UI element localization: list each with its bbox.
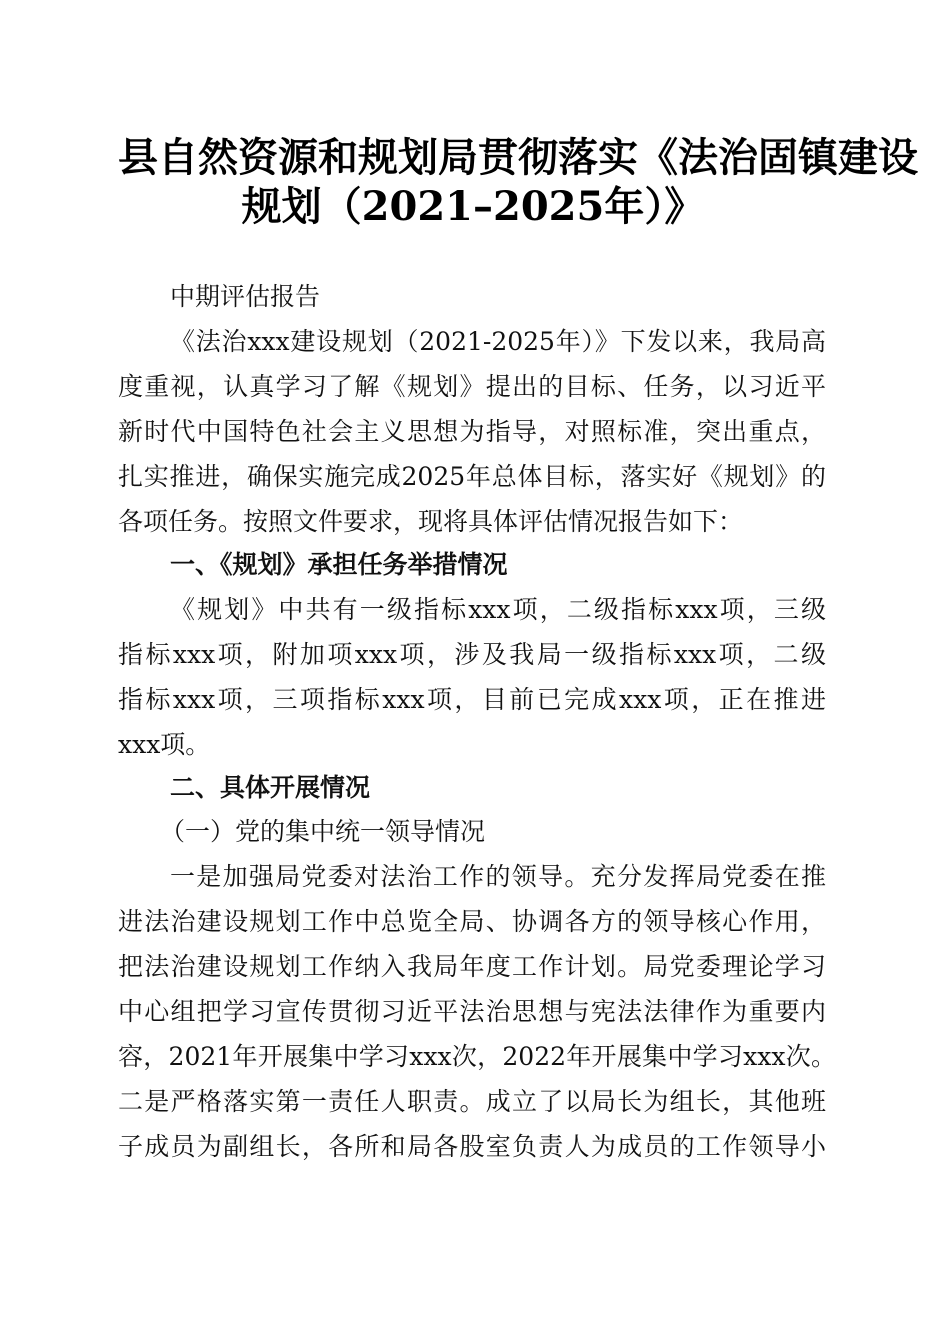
section-2-line: 中心组把学习宣传贯彻习近平法治思想与宪法法律作为重要内	[118, 997, 826, 1026]
intro-line: 新时代中国特色社会主义思想为指导，对照标准，突出重点，	[118, 417, 826, 446]
document-title-line-1: 县自然资源和规划局贯彻落实《法治固镇建设	[118, 134, 918, 181]
document-title-line-2: 规划（2021–2025年）》	[241, 183, 705, 230]
intro-line: 度重视，认真学习了解《规划》提出的目标、任务，以习近平	[118, 372, 826, 401]
intro-line: 各项任务。按照文件要求，现将具体评估情况报告如下：	[118, 507, 744, 536]
section-2-heading: 二、具体开展情况	[170, 773, 371, 802]
section-1-heading: 一、《规划》承担任务举措情况	[170, 550, 508, 579]
intro-line: 《法治xxx建设规划（2021-2025年）》下发以来，我局高	[170, 327, 826, 356]
section-1-line: 《规划》中共有一级指标xxx项，二级指标xxx项，三级	[170, 595, 826, 624]
section-2-line: 子成员为副组长，各所和局各股室负责人为成员的工作领导小	[118, 1132, 826, 1161]
section-1-line: xxx项。	[118, 730, 211, 759]
section-2-line: 进法治建设规划工作中总览全局、协调各方的领导核心作用，	[118, 907, 826, 936]
section-2-subheading: （一）党的集中统一领导情况	[160, 817, 486, 846]
section-1-line: 指标xxx项，附加项xxx项，涉及我局一级指标xxx项，二级	[118, 640, 826, 669]
section-2-line: 把法治建设规划工作纳入我局年度工作计划。局党委理论学习	[118, 952, 826, 981]
report-subtitle: 中期评估报告	[170, 282, 321, 311]
section-1-line: 指标xxx项，三项指标xxx项，目前已完成xxx项，正在推进	[118, 685, 826, 714]
section-2-line: 一是加强局党委对法治工作的领导。充分发挥局党委在推	[170, 862, 826, 891]
section-2-line: 容，2021年开展集中学习xxx次，2022年开展集中学习xxx次。	[118, 1042, 836, 1071]
section-2-line: 二是严格落实第一责任人职责。成立了以局长为组长，其他班	[118, 1087, 826, 1116]
intro-line: 扎实推进，确保实施完成2025年总体目标，落实好《规划》的	[118, 462, 826, 491]
